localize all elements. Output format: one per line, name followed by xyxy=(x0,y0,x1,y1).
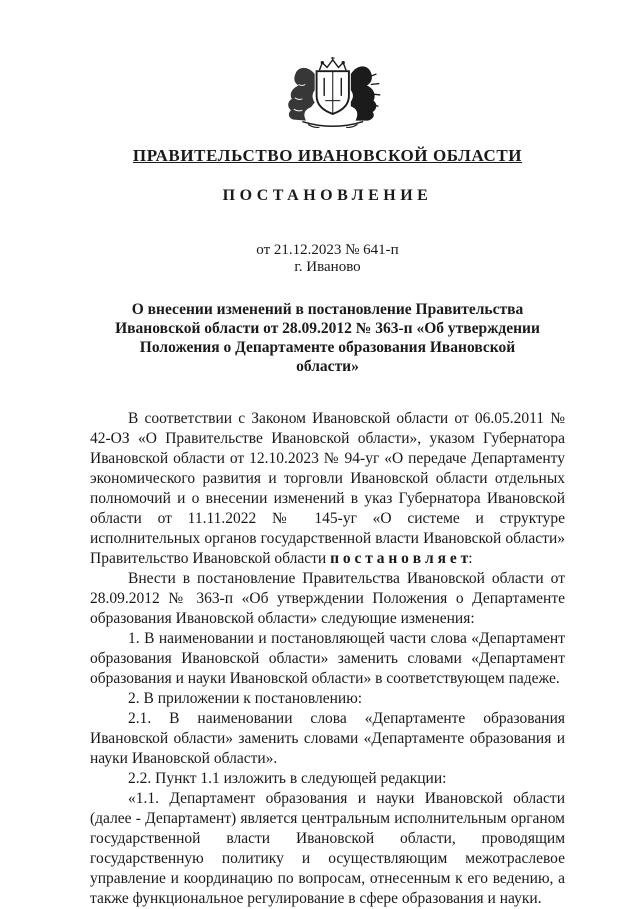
body-paragraph: 2.2. Пункт 1.1 изложить в следующей редакции: xyxy=(128,770,447,787)
emblem-container xyxy=(90,56,565,132)
document-title: О внесении изменений в постановление Правительства Ивановской области от 28.09.2012 № 363-п «Об утверждении Положения о Департаменте образования Ивановской области» xyxy=(115,301,540,375)
body-paragraph: 1. В наименовании и постановляющей части слова «Департамент образования Ивановской области» заменить словами «Департамент образования и науки Ивановской области» в соответствующем падеже. xyxy=(90,630,565,687)
document-body xyxy=(90,409,565,909)
body-paragraph: Внести в постановление Правительства Ивановской области от 28.09.2012 № 363-п «Об утверждении Положения о Департаменте образования Ивановской области» следующие изменения: xyxy=(90,570,565,627)
document-date-number: от 21.12.2023 № 641-п xyxy=(256,242,399,258)
issuing-authority-name: ПРАВИТЕЛЬСТВО ИВАНОВСКОЙ ОБЛАСТИ xyxy=(132,146,523,165)
body-paragraph: 2.1. В наименовании слова «Департаменте образования Ивановской области» заменить словами «Департаменте образования и науки Ивановской области». xyxy=(90,710,565,767)
resolve-word: п о с т а н о в л я е т xyxy=(330,550,469,567)
ivanovo-coat-of-arms-icon xyxy=(266,56,390,132)
preamble-paragraph xyxy=(90,409,565,569)
document-type-heading: ПОСТАНОВЛЕНИЕ xyxy=(222,187,433,204)
preamble-text: В соответствии с Законом Ивановской области от 06.05.2011 № 42-ОЗ «О Правительстве Ивановской области», указом Губернатора Ивановской области от 12.10.2023 № 94-уг «О передаче Департаменту экономического развития и торговли Ивановской области отдельных полномочий и о внесении изменений в указ Губернатора Ивановской области от 11.11.2022 № 145-уг «О системе и структуре исполнительных органов государственной власти Ивановской области» Правительство Ивановской области xyxy=(90,410,565,567)
date-place-block xyxy=(90,242,565,276)
document-city: г. Иваново xyxy=(294,259,361,275)
body-paragraph: «1.1. Департамент образования и науки Ивановской области (далее - Департамент) является центральным исполнительным органом государственной власти Ивановской области, проводящим государственную политику и осуществляющим межотраслевое управление и координацию по вопросам, отнесенным к его ведению, а также функциональное регулирование в сфере образования и науки. xyxy=(90,790,565,907)
preamble-colon: : xyxy=(468,550,473,567)
body-paragraph: 2. В приложении к постановлению: xyxy=(128,690,363,707)
